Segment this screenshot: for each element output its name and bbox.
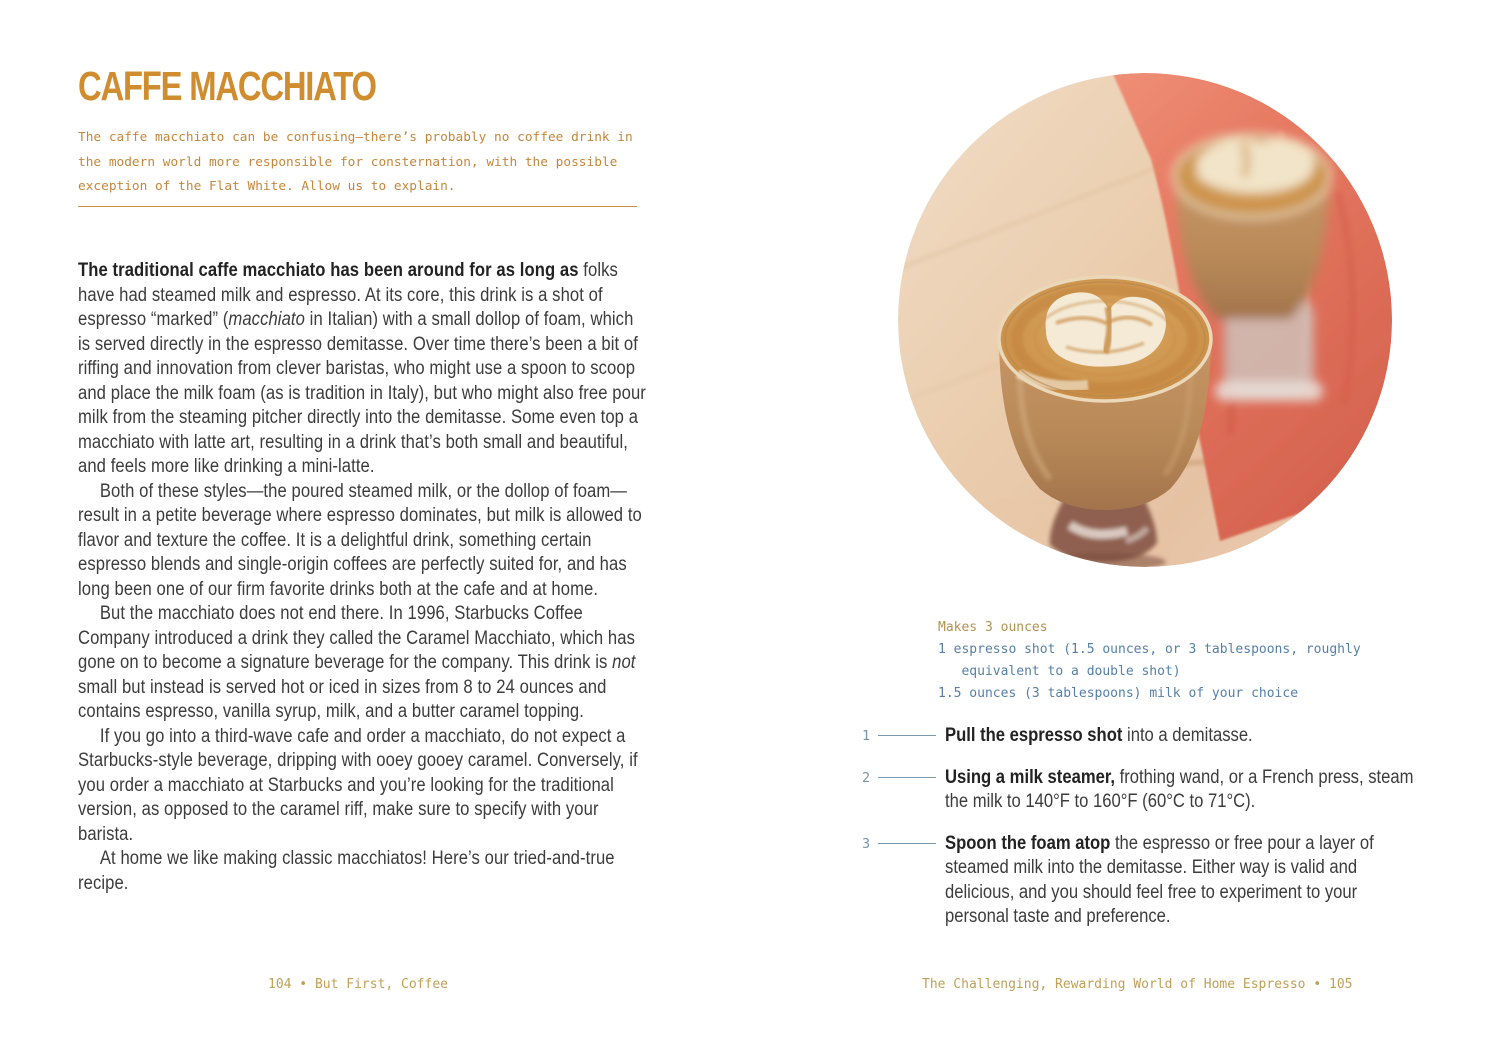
recipe-step-2	[862, 766, 1462, 815]
page-title: CAFFE MACCHIATO	[78, 63, 376, 109]
recipe-yield: Makes 3 ounces	[938, 620, 1048, 635]
ingredient-list	[938, 639, 1386, 705]
body-paragraph: The traditional caffe macchiato has been around for as long as folks have had steamed milk and espresso. At its core, this drink is a shot of espresso “marked” (macchiato in Italian) with a small dollop of foam, which is served directly in the espresso demitasse. Over time there’s been a bit of riffing and innovation from clever baristas, who might use a spoon to scoop and place the milk foam (as is tradition in Italy), but who might also free pour milk from the steaming pitcher directly into the demitasse. Some even top a macchiato with latte art, resulting in a drink that’s both small and beautiful, and feels more like drinking a mini-latte.	[78, 260, 646, 477]
recipe-step-3	[862, 832, 1462, 930]
step-number: 2	[862, 769, 871, 786]
body-paragraph: But the macchiato does not end there. In 1996, Starbucks Coffee Company introduced a drink they called the Caramel Macchiato, which has gone on to become a signature beverage for the company. This drink is not small but instead is served hot or iced in sizes from 8 to 24 ounces and contains espresso, vanilla syrup, milk, and a butter caramel topping.	[78, 603, 636, 722]
macchiato-photo	[898, 73, 1392, 567]
step-connector-line	[878, 777, 936, 778]
body-paragraph: At home we like making classic macchiatos! Here’s our tried-and-true recipe.	[78, 848, 615, 894]
article-body	[78, 259, 649, 896]
step-number: 3	[862, 835, 871, 852]
step-text: Spoon the foam atop the espresso or free pour a layer of steamed milk into the demitasse. Either way is valid and delicious, and you should feel free to experiment to your personal taste and preference.	[945, 832, 1374, 927]
step-text: Using a milk steamer, frothing wand, or a French press, steam the milk to 140°F to 160°F (60°C to 71°C).	[945, 766, 1414, 812]
ingredient-item: 1.5 ounces (3 tablespoons) milk of your choice	[938, 686, 1299, 701]
left-page-footer: 104 • But First, Coffee	[268, 977, 449, 992]
right-page-footer: The Challenging, Rewarding World of Home Espresso • 105	[922, 977, 1353, 992]
step-connector-line	[878, 735, 936, 736]
ingredient-item: 1 espresso shot (1.5 ounces, or 3 tablespoons, roughly equivalent to a double shot)	[938, 642, 1361, 679]
step-connector-line	[878, 843, 936, 844]
body-paragraph: Both of these styles—the poured steamed milk, or the dollop of foam—result in a petite beverage where espresso dominates, but milk is allowed to flavor and texture the coffee. It is a delightful drink, something certain espresso blends and single-origin coffees are perfectly suited for, and has long been one of our firm favorite drinks both at the cafe and at home.	[78, 480, 642, 600]
step-number: 1	[862, 728, 871, 744]
step-text: Pull the espresso shot into a demitasse.	[945, 725, 1253, 746]
intro-paragraph: The caffe macchiato can be confusing—there’s probably no coffee drink in the modern world more responsible for consternation, with the possible exception of the Flat White. Allow us to explain.	[78, 130, 633, 194]
recipe-step-1	[862, 724, 1462, 749]
body-paragraph: If you go into a third-wave cafe and order a macchiato, do not expect a Starbucks-style beverage, dripping with ooey gooey caramel. Conversely, if you order a macchiato at Starbucks and you’re looking for the traditional version, as opposed to the caramel riff, make sure to specify with your barista.	[78, 725, 638, 845]
section-divider	[78, 206, 637, 207]
recipe-steps	[862, 724, 1462, 947]
